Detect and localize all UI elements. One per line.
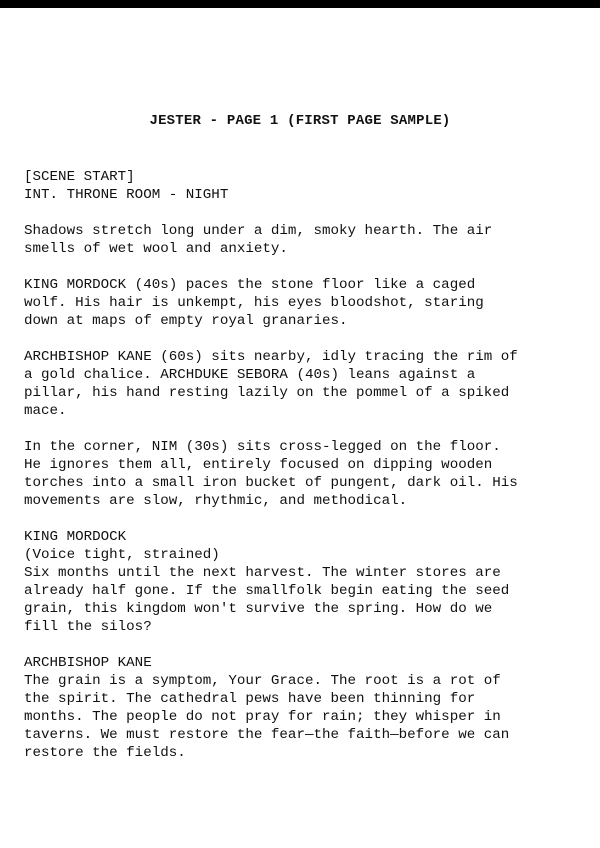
script-page [24,112,576,762]
page-title: JESTER - PAGE 1 (FIRST PAGE SAMPLE) [149,113,451,129]
action-paragraph-2: KING MORDOCK (40s) paces the stone floor like a caged wolf. His hair is unkempt, his eyes bloodshot, staring down at maps of empty royal granaries. [24,277,484,329]
scene-heading: [SCENE START] INT. THRONE ROOM - NIGHT [24,169,229,203]
top-border-bar [0,0,600,8]
action-paragraph-4: In the corner, NIM (30s) sits cross-legged on the floor. He ignores them all, entirely focused on dipping wooden torches into a small iron bucket of pungent, dark oil. His movements are slow, rhythmic, and methodical. [24,439,518,509]
dialogue-king-mordock: KING MORDOCK (Voice tight, strained) Six months until the next harvest. The winter stores are already half gone. If the smallfolk begin eating the seed grain, this kingdom won't survive the spring. How do we fill the silos? [24,529,510,635]
action-paragraph-1: Shadows stretch long under a dim, smoky hearth. The air smells of wet wool and anxiety. [24,223,493,257]
action-paragraph-3: ARCHBISHOP KANE (60s) sits nearby, idly tracing the rim of a gold chalice. ARCHDUKE SEBORA (40s) leans against a pillar, his hand resting lazily on the pommel of a spiked mace. [24,349,518,419]
dialogue-archbishop-kane: ARCHBISHOP KANE The grain is a symptom, Your Grace. The root is a rot of the spirit. The cathedral pews have been thinning for months. The people do not pray for rain; they whisper in taverns. We must restore the fear—the faith—before we can restore the fields. [24,655,510,761]
